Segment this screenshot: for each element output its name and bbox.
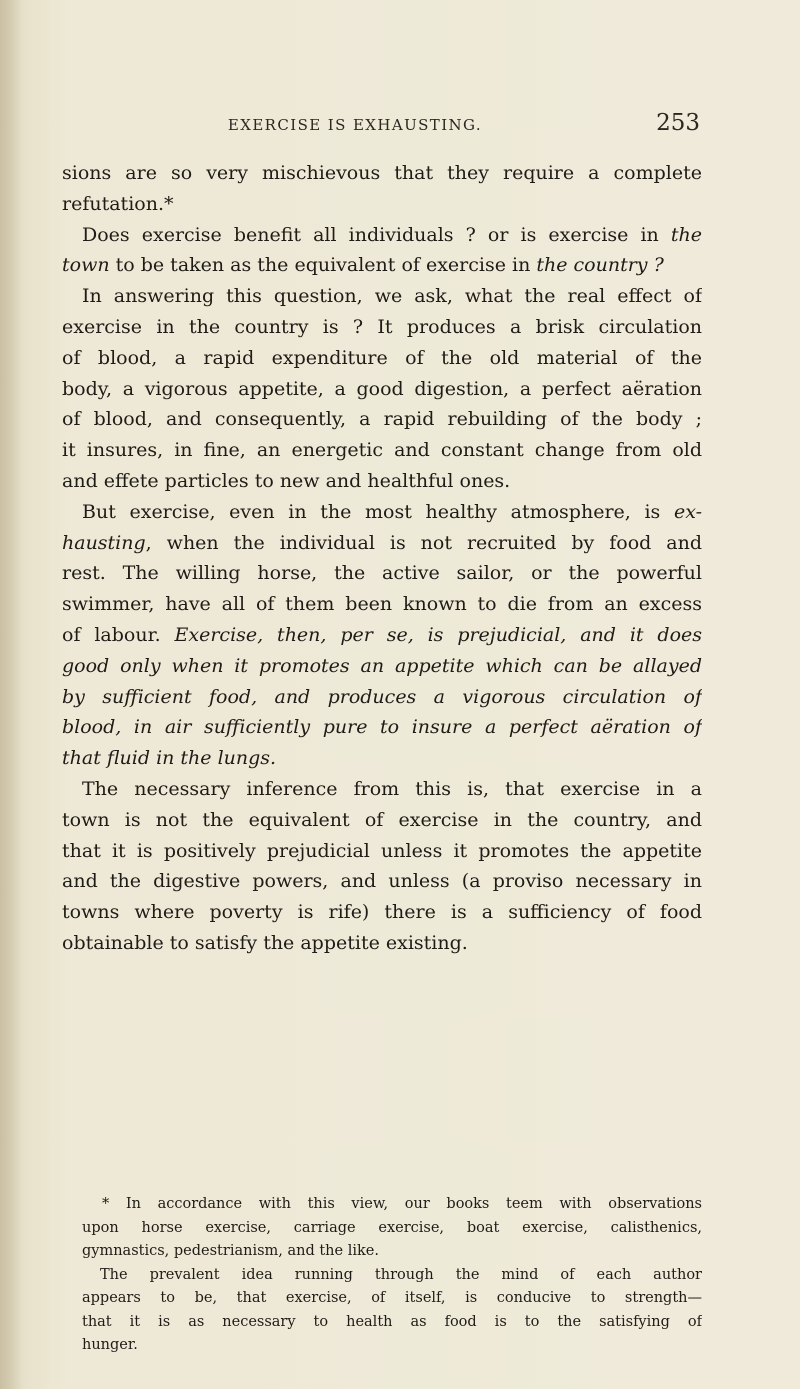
- running-head: EXERCISE IS EXHAUSTING.: [227, 116, 483, 134]
- text-line: of blood, and consequently, a rapid rebuilding of the body ;: [62, 408, 702, 431]
- text-line: [62, 682, 702, 713]
- footnote-line: gymnastics, pedestrianism, and the like.: [82, 1243, 379, 1259]
- footnote-line: * In accordance with this view, our books teem with observations: [102, 1196, 702, 1212]
- text-line: [62, 250, 702, 281]
- text-line: [62, 712, 702, 743]
- footnotes: [82, 1193, 702, 1358]
- text-segment: Does exercise benefit all individuals ? or is exercise in: [82, 223, 671, 246]
- text-segment: But exercise, even in the most healthy atmosphere, is: [82, 500, 674, 523]
- italic-text: town: [62, 254, 110, 277]
- italic-text: the: [670, 223, 702, 246]
- footnote-line: that it is as necessary to health as food is to the satisfying of: [82, 1313, 702, 1330]
- text-line: that it is positively prejudicial unless it promotes the appetite: [62, 839, 702, 862]
- text-segment: of labour.: [62, 623, 175, 646]
- text-line: refutation.*: [62, 192, 174, 215]
- text-line: [62, 528, 702, 559]
- text-line: it insures, in fine, an energetic and constant change from old: [62, 439, 702, 462]
- footnote-line: appears to be, that exercise, of itself, is conducive to strength—: [82, 1290, 702, 1306]
- page-header: [120, 110, 700, 140]
- text-line: rest. The willing horse, the active sailor, or the powerful: [62, 562, 702, 585]
- italic-text: the country ?: [536, 254, 664, 277]
- text-line: town is not the equivalent of exercise in the country, and: [62, 808, 702, 831]
- italic-text: blood, in air sufficiently pure to insure a perfect aëration of: [62, 716, 702, 739]
- text-line: [62, 743, 702, 774]
- text-line: towns where poverty is rife) there is a sufficiency of food: [62, 901, 702, 924]
- text-line: and effete particles to new and healthful ones.: [62, 469, 511, 492]
- text-line: In answering this question, we ask, what the real effect of: [82, 285, 702, 308]
- page-number: 253: [656, 110, 700, 136]
- footnote-line: The prevalent idea running through the mind of each author: [100, 1266, 702, 1283]
- italic-text: by sufficient food, and produces a vigorous circulation of: [62, 685, 702, 708]
- italic-text: ex-: [673, 500, 702, 523]
- text-segment: , when the individual is not recruited by food and: [145, 531, 702, 554]
- italic-text: good only when it promotes an appetite which can be allayed: [62, 654, 702, 677]
- text-line: sions are so very mischievous that they require a complete: [62, 162, 702, 184]
- text-line: and the digestive powers, and unless (a proviso necessary in: [62, 870, 702, 893]
- footnote-line: hunger.: [82, 1337, 138, 1353]
- text-line: The necessary inference from this is, that exercise in a: [82, 777, 702, 800]
- text-line: [62, 220, 702, 251]
- text-line: [62, 651, 702, 682]
- italic-text: hausting: [62, 531, 146, 554]
- text-line: obtainable to satisfy the appetite existing.: [62, 931, 468, 954]
- italic-text: that fluid in the lungs.: [62, 747, 277, 770]
- text-line: of blood, a rapid expenditure of the old material of the: [62, 346, 702, 369]
- text-line: body, a vigorous appetite, a good digestion, a perfect aëration: [62, 377, 702, 400]
- text-segment: to be taken as the equivalent of exercise in: [109, 254, 537, 277]
- text-line: exercise in the country is ? It produces a brisk circulation: [62, 315, 702, 338]
- italic-text: Exercise, then, per se, is prejudicial, and it does: [174, 623, 702, 646]
- binding-shadow: [0, 0, 22, 1389]
- body-text: [62, 158, 702, 959]
- text-line: [62, 497, 702, 528]
- text-line: [62, 620, 702, 651]
- text-line: swimmer, have all of them been known to die from an excess: [62, 593, 702, 616]
- footnote-line: upon horse exercise, carriage exercise, boat exercise, calisthenics,: [82, 1219, 702, 1236]
